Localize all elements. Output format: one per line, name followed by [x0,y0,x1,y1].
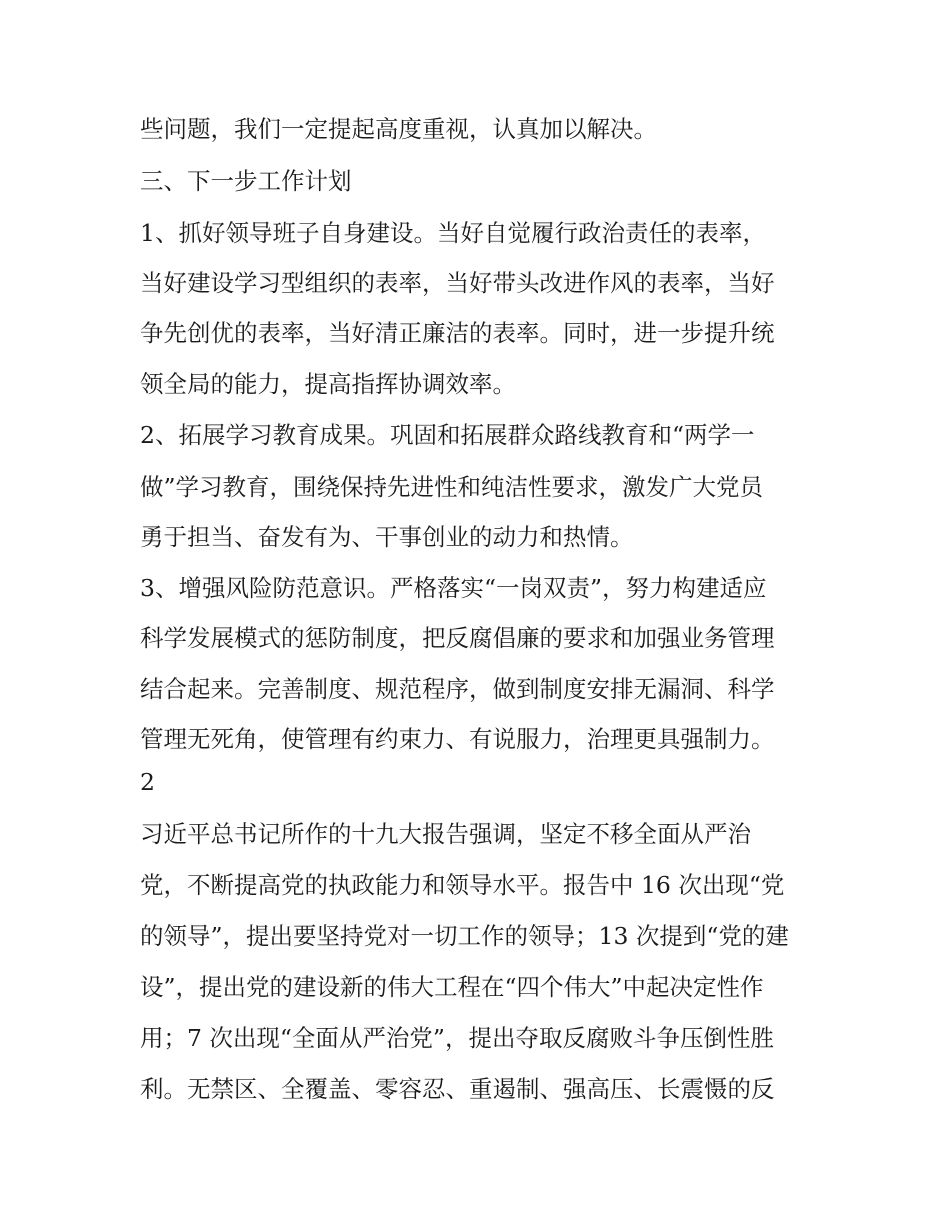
text-line: 管理无死角，使管理有约束力、有说服力，治理更具强制力。 [140,725,775,753]
text-line: 用；7 次出现“全面从严治党”，提出夺取反腐败斗争压倒性胜 [140,1024,774,1052]
text-line: 设”，提出党的建设新的伟大工程在“四个伟大”中起决定性作 [140,973,764,1001]
text-line: 做”学习教育，围绕保持先进性和纯洁性要求，激发广大党员 [140,473,764,501]
text-line: 领全局的能力，提高指挥协调效率。 [140,370,516,398]
text-line: 3、增强风险防范意识。严格落实“一岗双责”，努力构建适应 [140,574,767,602]
text-line: 些问题，我们一定提起高度重视，认真加以解决。 [140,115,657,143]
text-line: 当好建设学习型组织的表率，当好带头改进作风的表率，当好 [140,269,775,297]
text-line: 勇于担当、奋发有为、干事创业的动力和热情。 [140,523,634,551]
page-number: 2 [140,768,155,796]
text-line: 科学发展模式的惩防制度，把反腐倡廉的要求和加强业务管理 [140,624,775,652]
text-line: 1、抓好领导班子自身建设。当好自觉履行政治责任的表率， [140,219,766,247]
text-line: 利。无禁区、全覆盖、零容忍、重遏制、强高压、长震慑的反 [140,1075,775,1103]
section-heading: 三、下一步工作计划 [140,167,352,195]
text-line: 2、拓展学习教育成果。巩固和拓展群众路线教育和“两学一 [140,421,755,449]
text-line: 争先创优的表率，当好清正廉洁的表率。同时，进一步提升统 [140,319,775,347]
text-line: 习近平总书记所作的十九大报告强调，坚定不移全面从严治 [140,820,751,848]
text-line: 的领导”，提出要坚持党对一切工作的领导；13 次提到“党的建 [140,922,789,950]
text-line: 党，不断提高党的执政能力和领导水平。报告中 16 次出现“党 [140,871,785,899]
text-line: 结合起来。完善制度、规范程序，做到制度安排无漏洞、科学 [140,675,775,703]
